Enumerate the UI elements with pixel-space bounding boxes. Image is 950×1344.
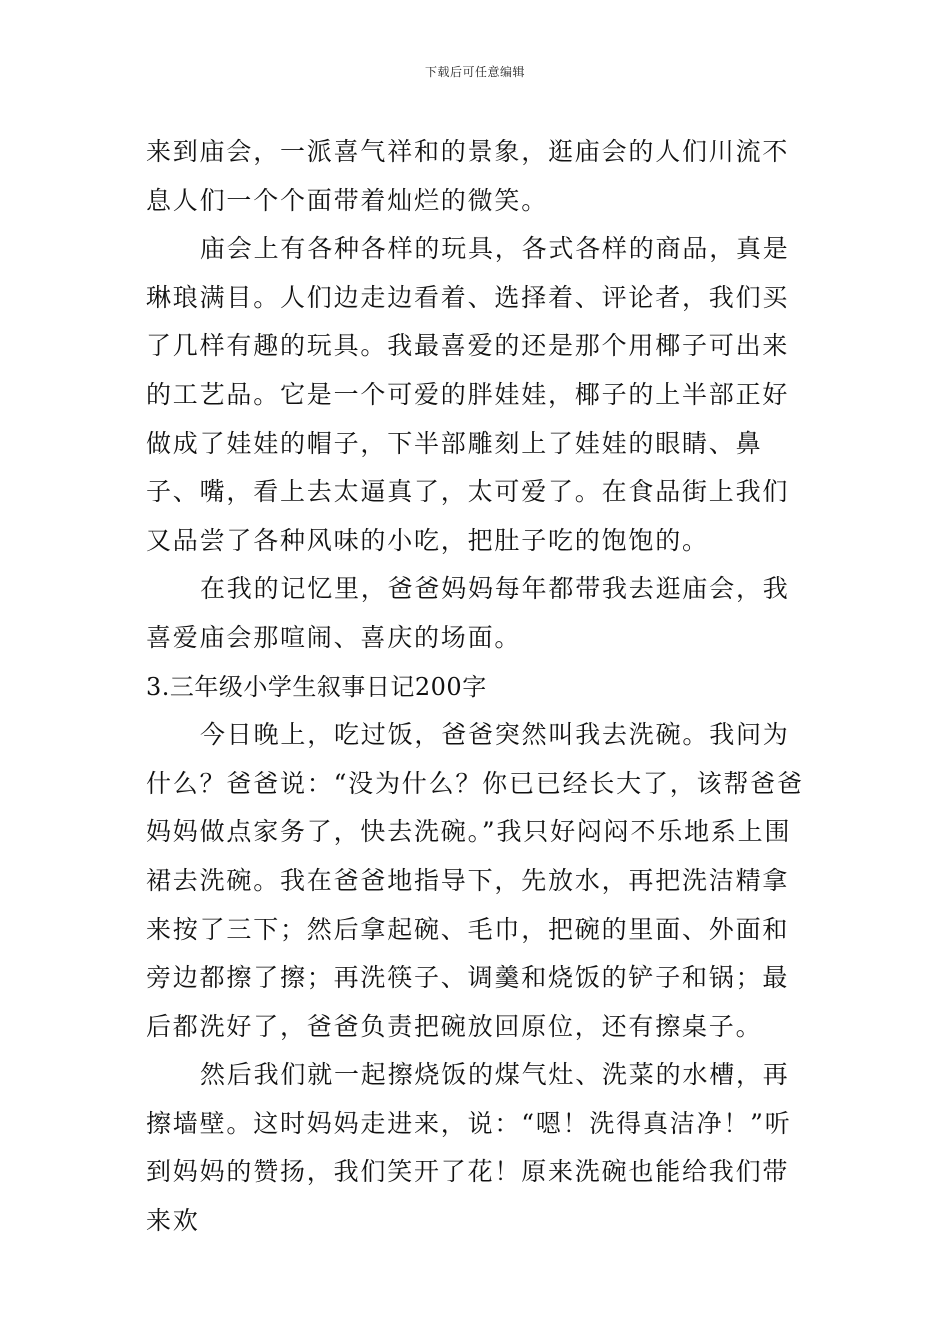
paragraph-temple-fair-memory: 在我的记忆里，爸爸妈妈每年都带我去逛庙会，我喜爱庙会那喧闹、喜庆的场面。	[146, 574, 790, 652]
paragraph-temple-fair-scene: 来到庙会，一派喜气祥和的景象，逛庙会的人们川流不息人们一个个面带着灿烂的微笑。	[146, 137, 790, 215]
paragraph-temple-fair-toys: 庙会上有各种各样的玩具，各式各样的商品，真是琳琅满目。人们边走边看着、选择着、评论者，我们买了几样有趣的玩具。我最喜爱的还是那个用椰子可出来的工艺品。它是一个可爱的胖娃娃，椰子的上半部正好做成了娃娃的帽子，下半部雕刻上了娃娃的眼睛、鼻子、嘴，看上去太逼真了，太可爱了。在食品街上我们又品尝了各种风味的小吃，把肚子吃的饱饱的。	[146, 234, 790, 555]
paragraph-washing-dishes: 今日晚上，吃过饭，爸爸突然叫我去洗碗。我问为什么？爸爸说：“没为什么？你已已经长大了，该帮爸爸妈妈做点家务了，快去洗碗。”我只好闷闷不乐地系上围裙去洗碗。我在爸爸地指导下，先放水，再把洗洁精拿来按了三下；然后拿起碗、毛巾，把碗的里面、外面和旁边都擦了擦；再洗筷子、调羹和烧饭的铲子和锅；最后都洗好了，爸爸负责把碗放回原位，还有擦桌子。	[146, 720, 804, 1041]
section-heading: 3.三年级小学生叙事日记200字	[146, 672, 487, 701]
paragraph-cleaning-kitchen: 然后我们就一起擦烧饭的煤气灶、洗菜的水槽，再擦墙壁。这时妈妈走进来，说：“嗯！洗得真洁净！”听到妈妈的赞扬，我们笑开了花！原来洗碗也能给我们带来欢	[146, 1060, 792, 1236]
page-header: 下载后可任意编辑	[424, 65, 525, 79]
document-body	[146, 128, 806, 1246]
